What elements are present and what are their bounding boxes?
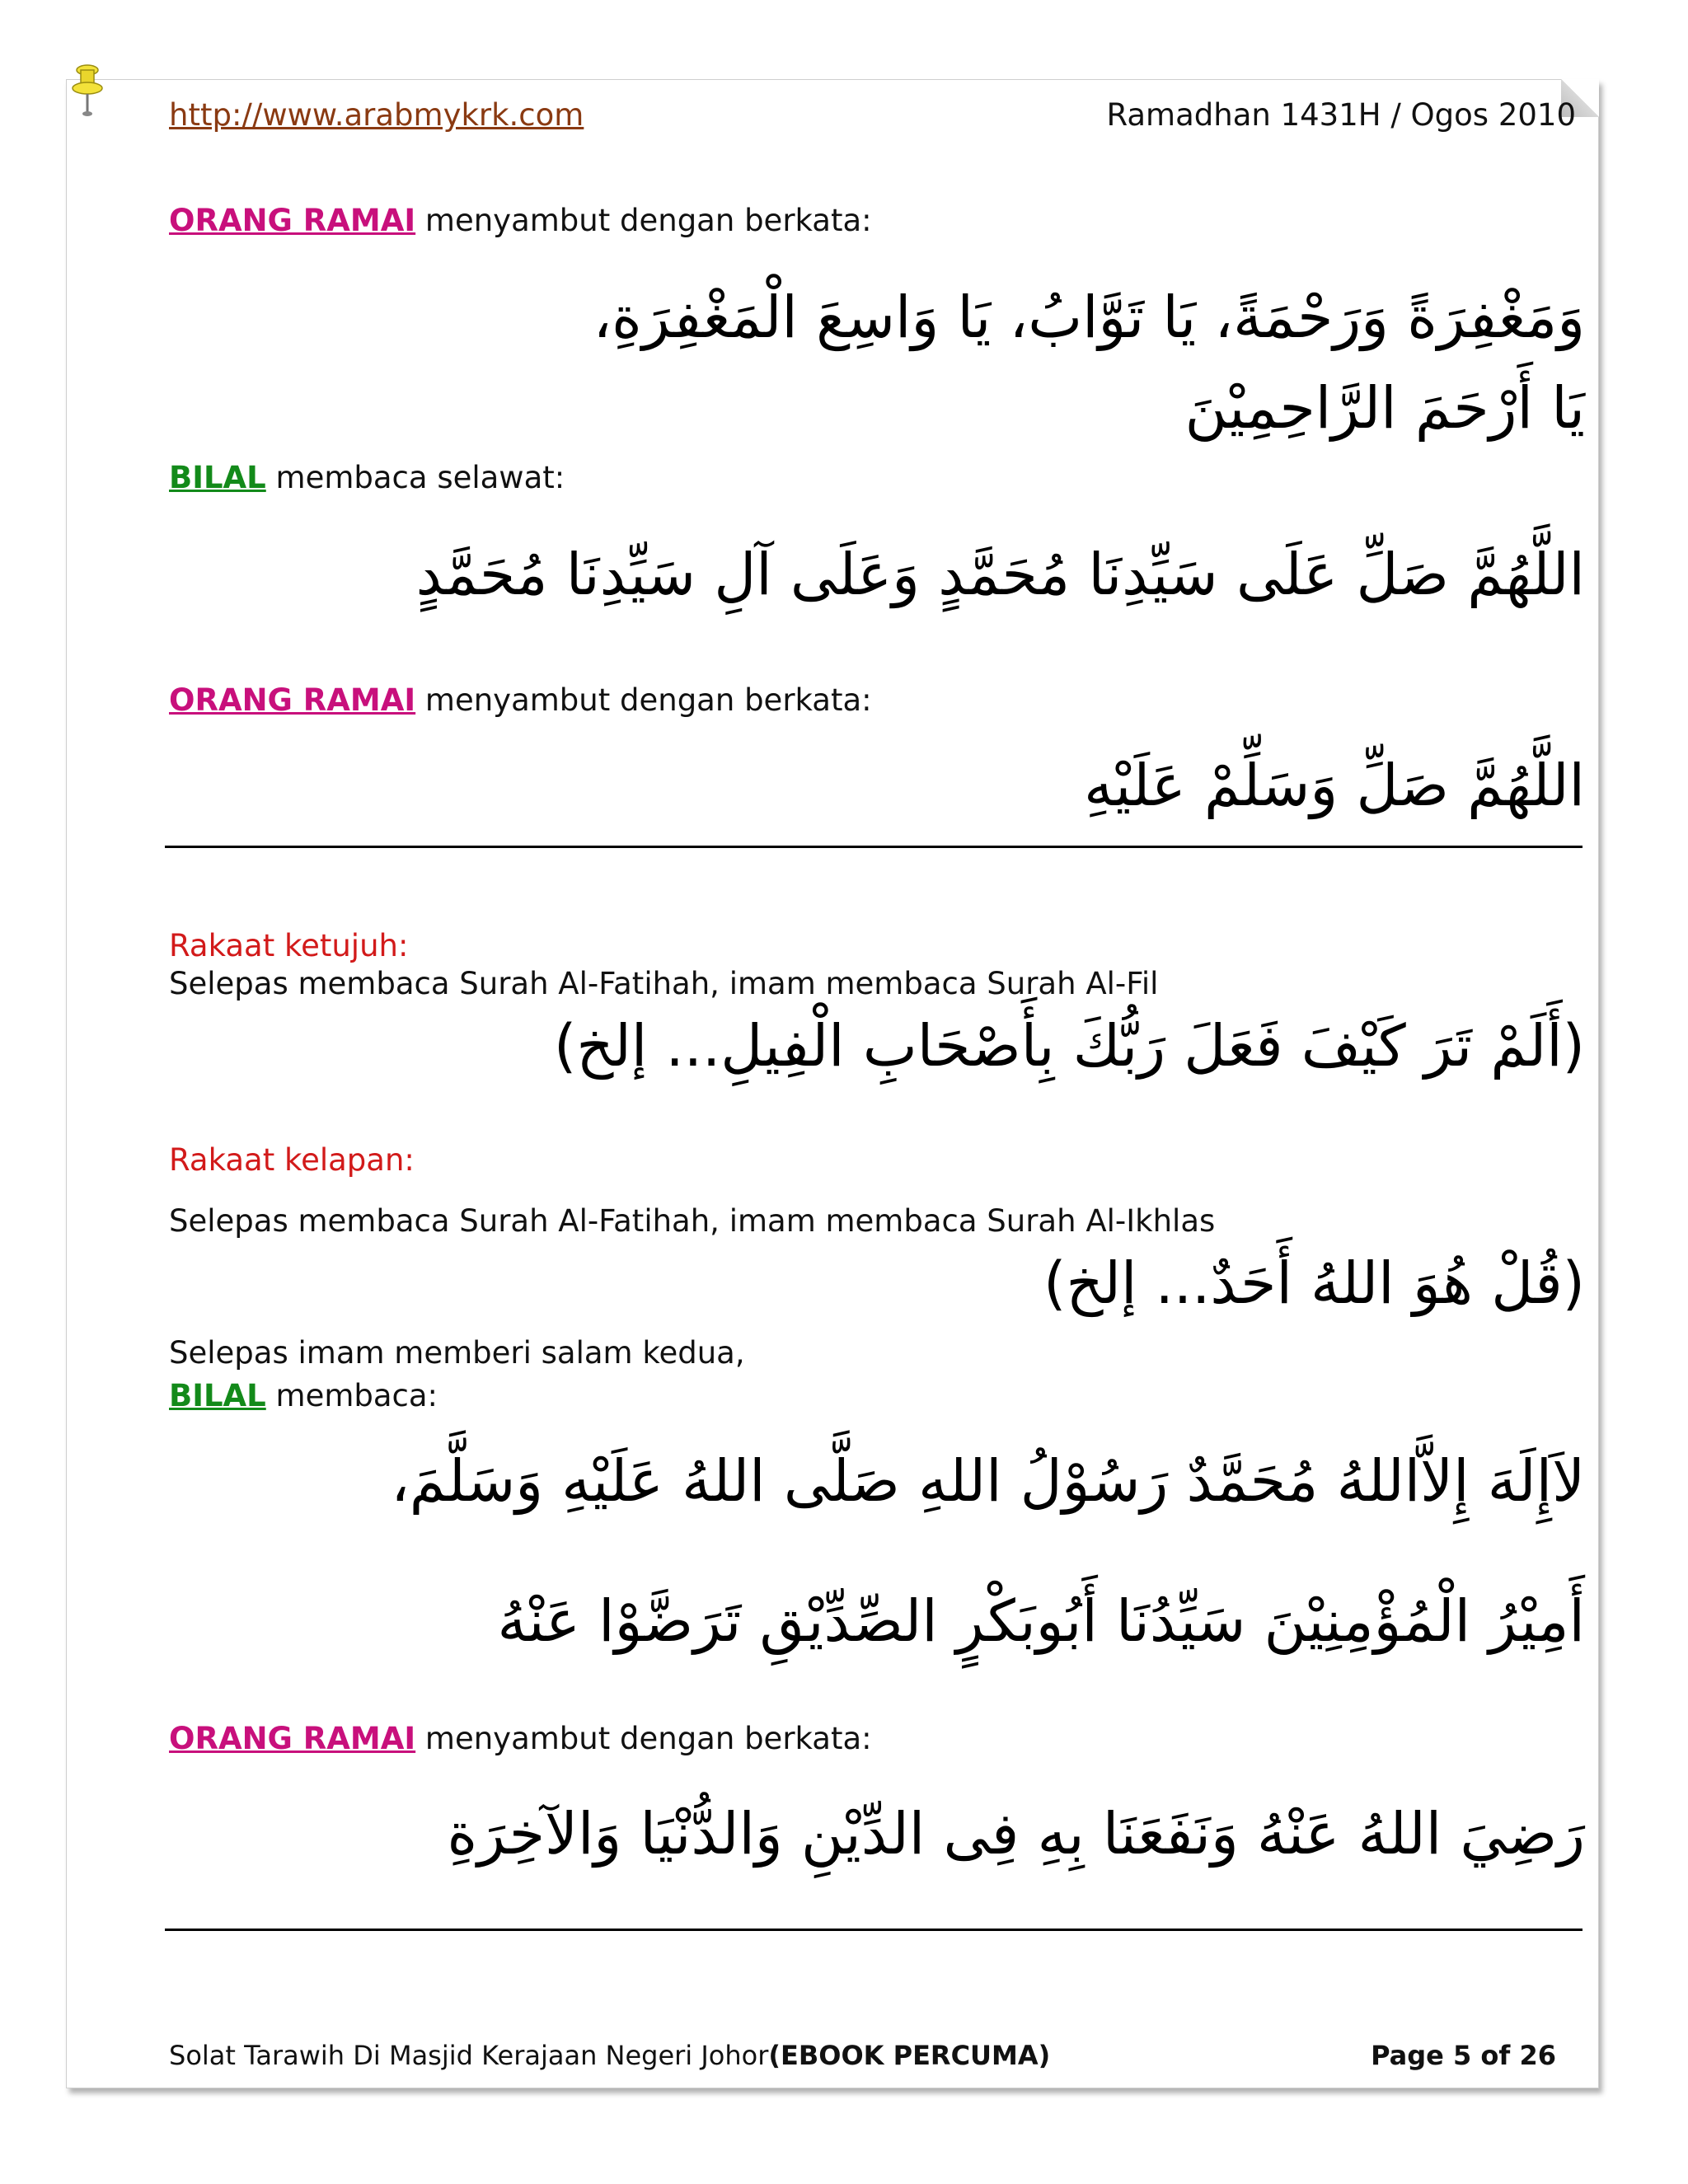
after-salam-text: Selepas imam memberi salam kedua, [169, 1335, 745, 1371]
arabic-text-selawat: اللَّهُمَّ صَلِّ عَلَى سَيِّدِنَا مُحَمَّدٍ وَعَلَى آلِ سَيِّدِنَا مُحَمَّدٍ [415, 541, 1585, 608]
bilal-tag: BILAL [169, 460, 266, 495]
pushpin-icon [69, 63, 106, 117]
instruction-text: menyambut dengan berkata: [415, 203, 872, 238]
site-url-link[interactable]: http://www.arabmykrk.com [169, 97, 584, 133]
orang-ramai-tag: ORANG RAMAI [169, 203, 416, 238]
instruction-text: membaca selawat: [265, 460, 565, 495]
instruction-text: membaca: [265, 1378, 438, 1413]
page-number: Page 5 of 26 [1371, 2040, 1556, 2071]
arabic-text-maghfirah: وَمَغْفِرَةً وَرَحْمَةً، يَا تَوَّابُ، يَا وَاسِعَ الْمَغْفِرَةِ، [593, 284, 1585, 351]
instruction-text: menyambut dengan berkata: [415, 1721, 872, 1756]
rakaat-ketujuh-desc: Selepas membaca Surah Al-Fatihah, imam membaca Surah Al-Fil [169, 966, 1159, 1001]
orang-ramai-instruction-2 [169, 682, 872, 718]
arabic-text-amirul-mukminin: أَمِيْرُ الْمُؤْمِنِيْنَ سَيِّدُنَا أَبُوبَكْرٍ الصِّدِّيْقِ تَرَضَّوْا عَنْهُ [497, 1587, 1585, 1655]
rakaat-kelapan-desc: Selepas membaca Surah Al-Fatihah, imam membaca Surah Al-Ikhlas [169, 1203, 1216, 1239]
section-divider [165, 1929, 1582, 1931]
footer-ebook-label: (EBOOK PERCUMA) [768, 2040, 1051, 2071]
bilal-instruction-membaca [169, 1378, 438, 1413]
arabic-text-radhiallahu-anhu: رَضِيَ اللهُ عَنْهُ وَنَفَعَنَا بِهِ فِى الدِّيْنِ وَالدُّنْيَا وَالآخِرَةِ [447, 1800, 1585, 1868]
orang-ramai-tag: ORANG RAMAI [169, 1721, 416, 1756]
orang-ramai-instruction-3 [169, 1721, 872, 1756]
arabic-text-surah-al-fil: (أَلَمْ تَرَ كَيْفَ فَعَلَ رَبُّكَ بِأَصْحَابِ الْفِيلِ... إلخ) [554, 1012, 1585, 1080]
header-date: Ramadhan 1431H / Ogos 2010 [1106, 97, 1576, 133]
arabic-text-sallim-alaih: اللَّهُمَّ صَلِّ وَسَلِّمْ عَلَيْهِ [1084, 752, 1585, 819]
footer-book-title: Solat Tarawih Di Masjid Kerajaan Negeri Johor [169, 2040, 769, 2071]
arabic-text-surah-al-ikhlas: (قُلْ هُوَ اللهُ أَحَدٌ... إلخ) [1043, 1249, 1585, 1317]
bilal-tag: BILAL [169, 1378, 266, 1413]
rakaat-ketujuh-title: Rakaat ketujuh: [169, 928, 409, 963]
arabic-text-arhamar-rahimin: يَا أَرْحَمَ الرَّاحِمِيْنَ [1184, 374, 1585, 442]
arabic-text-shahadah: لاَإِلَهَ إِلاَّاللهُ مُحَمَّدٌ رَسُوْلُ اللهِ صَلَّى اللهُ عَلَيْهِ وَسَلَّمَ، [391, 1447, 1585, 1515]
orang-ramai-instruction-1 [169, 203, 872, 238]
rakaat-kelapan-title: Rakaat kelapan: [169, 1142, 415, 1178]
orang-ramai-tag: ORANG RAMAI [169, 682, 416, 718]
bilal-instruction-selawat [169, 460, 565, 495]
section-divider [165, 846, 1582, 848]
instruction-text: menyambut dengan berkata: [415, 682, 872, 718]
footer-title [169, 2040, 1050, 2071]
